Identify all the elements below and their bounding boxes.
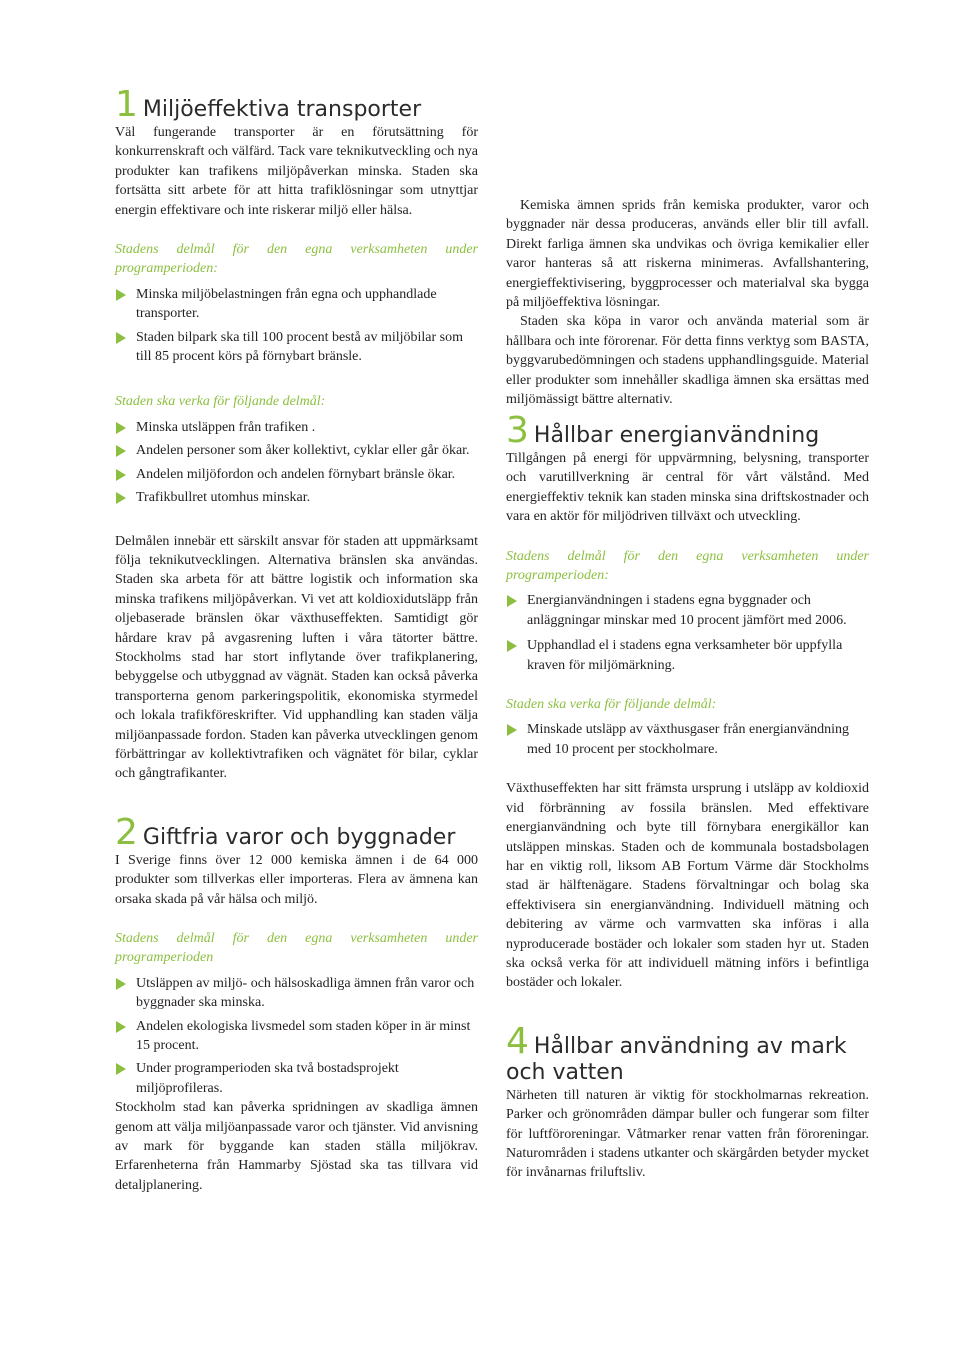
list-item: Trafikbullret utomhus minskar. [115, 488, 478, 507]
list-item: Andelen ekologiska livsmedel som staden köper in är minst 15 procent. [115, 1017, 478, 1056]
triangle-bullet-icon [116, 469, 126, 481]
list-item: Minska miljöbelastningen från egna och upphandlade transporter. [115, 285, 478, 324]
section-3-city-goals-list [506, 720, 869, 759]
left-column [115, 84, 478, 1195]
section-2-body: Stockholm stad kan påverka spridningen av skadliga ämnen genom att välja miljöanpassade varor och tjänster. Vid anvisning av mark för byggande kan staden ställa miljökrav. Erfarenheterna från Hammarby Sjöstad ska tas tillvara vid detaljplanering. [115, 1100, 478, 1193]
section-2-subheading-own-goals: Stadens delmål för den egna verksamheten under programperioden [115, 931, 478, 966]
section-1-city-goals-list [115, 418, 478, 508]
section-1-title: Miljöeffektiva transporter [142, 97, 422, 122]
section-3-own-goals-list [506, 591, 869, 675]
section-3-title: Hållbar energianvändning [533, 423, 820, 448]
list-item: Energianvändningen i stadens egna byggnader och anläggningar minskar med 10 procent jämfört med 2006. [506, 591, 869, 630]
section-1-own-goals-list [115, 285, 478, 367]
section-2-number: 2 [115, 811, 137, 853]
section-3-intro: Tillgången på energi för uppvärmning, belysning, transporter och varutillverkning är central för vårt välstånd. Med energieffektiv teknik kan staden minska sina driftskostnader och vara en aktör för miljödriven tillväxt och utveckling. [506, 451, 869, 525]
list-item: Minskade utsläpp av växthusgaser från energianvändning med 10 procent per stockholmare. [506, 720, 869, 759]
list-item: Upphandlad el i stadens egna verksamheter bör uppfylla kraven för miljömärkning. [506, 636, 869, 675]
list-item: Under programperioden ska två bostadsprojekt miljöprofileras. [115, 1059, 478, 1098]
section-3-body: Växthuseffekten har sitt främsta ursprung i utsläpp av koldioxid vid förbränning av fossila bränslen. Med effektivare energianvändning och byte till förnybara energikällor kan utsläppen minskas. Staden och de kommunala bostadsbolagen har en viktig roll, liksom AB Fortum Värme där Stockholms stad är hälftenägare. Stadens förvaltningar och bolag ska effektivisera sin energianvändning. Individuell mätning och debitering av värme och varmvatten ska införas i alla nyproducerade bostäder och lokaler som staden hyr ut. Staden ska också verka för att individuell mätning införs i befintliga bostäder och lokaler. [506, 781, 869, 991]
list-item: Utsläppen av miljö- och hälsoskadliga ämnen från varor och byggnader ska minska. [115, 974, 478, 1013]
section-2-intro: I Sverige finns över 12 000 kemiska ämnen i de 64 000 produkter som tillverkas eller importeras. Flera av ämnena kan orsaka skada på vår hälsa och miljö. [115, 852, 478, 907]
triangle-bullet-icon [116, 1063, 126, 1075]
section-4-heading [506, 1020, 869, 1086]
right-column [506, 196, 869, 409]
section-4-intro: Närheten till naturen är viktig för stockholmarnas rekreation. Parker och grönområden dämpar buller och fungerar som filter för luftföroreningar. Våtmarker renar vatten från föroreningar. Naturområden i stadens utkanter och skärgården betyder mycket för invånarnas friluftsliv. [506, 1087, 869, 1181]
section-2-title: Giftfria varor och byggnader [142, 824, 456, 850]
triangle-bullet-icon [116, 445, 126, 457]
triangle-bullet-icon [116, 1021, 126, 1033]
section-2-continued-paragraph: Kemiska ämnen sprids från kemiska produkter, varor och byggnader när dessa produceras, används eller blir till avfall. Direkt farliga ämnen ska undvikas och övriga kemikalier eller varor hanteras så att riskerna minimeras. Avfallshantering, energieffektivisering, byggprocesser och materialval ska bygga på miljöeffektiva lösningar. [506, 198, 869, 311]
section-3-subheading-own-goals: Stadens delmål för den egna verksamheten under programperioden: [506, 548, 869, 584]
section-3-number: 3 [506, 410, 528, 451]
list-item: Minska utsläppen från trafiken . [115, 418, 478, 437]
section-4-title: Hållbar användning av mark och vatten [506, 1033, 847, 1085]
triangle-bullet-icon [507, 640, 517, 652]
list-item: Andelen personer som åker kollektivt, cyklar eller går ökar. [115, 441, 478, 460]
section-3-heading [506, 410, 869, 451]
section-1-intro: Väl fungerande transporter är en förutsättning för konkurrenskraft och välfärd. Tack vare teknikutveckling och nya produkter kan trafikens miljöpåverkan minska. Staden ska fortsätta sitt arbete för att hitta trafiklösningar som utnyttjar energin effektivare och inte riskerar miljö eller hälsa. [115, 125, 478, 218]
section-1-body: Delmålen innebär ett särskilt ansvar för staden att uppmärksamt följa teknikutvecklingen. Alternativa bränslen ska användas. Staden ska arbeta för att bättre logistik och information ska minska trafikens miljöpåverkan. Vi vet att koldioxidutsläpp från oljebaserade bränslen ökar växthuseffekten. Samtidigt gör hårdare krav på avgasrening luften i våra tätorter bättre. Stockholms stad har stort inflytande över trafikplanering, bebyggelse och utbyggnad av vägnät. Staden kan också påverka transporterna genom parkeringspolitik, ekonomiska styrmedel och lokala trafikföreskrifter. Vid upphandling kan staden välja miljöanpassade fordon. Staden kan påverka utvecklingen genom förbättringar av kollektivtrafiken och vägnätet för bilar, cyklar och gångtrafikanter. [115, 533, 478, 782]
list-item: Andelen miljöfordon och andelen förnybart bränsle ökar. [115, 465, 478, 484]
triangle-bullet-icon [116, 332, 126, 344]
section-1-subheading-own-goals: Stadens delmål för den egna verksamheten under programperioden: [115, 242, 478, 277]
triangle-bullet-icon [116, 422, 126, 434]
triangle-bullet-icon [116, 289, 126, 301]
list-item: Staden bilpark ska till 100 procent bestå av miljöbilar som till 85 procent körs på förnybart bränsle. [115, 328, 478, 367]
section-2-heading [115, 811, 478, 853]
triangle-bullet-icon [116, 492, 126, 504]
section-4-number: 4 [506, 1020, 528, 1062]
section-2-own-goals-list [115, 974, 478, 1098]
section-1-heading [115, 84, 478, 125]
section-3-subheading-city-goals: Staden ska verka för följande delmål: [506, 697, 717, 713]
section-1-subheading-city-goals: Staden ska verka för följande delmål: [115, 394, 326, 410]
right-column-lower [506, 410, 869, 1183]
section-1-number: 1 [115, 84, 137, 125]
section-2-continued-paragraph: Staden ska köpa in varor och använda material som är hållbara och inte förorenar. För detta finns verktyg som BASTA, byggvarubedömningen och stadens upphandlingsguide. Material eller produkter som innehåller skadliga ämnen ska ersättas med miljömässigt bättre alternativ. [506, 314, 869, 408]
triangle-bullet-icon [507, 724, 517, 736]
triangle-bullet-icon [507, 595, 517, 607]
triangle-bullet-icon [116, 978, 126, 990]
